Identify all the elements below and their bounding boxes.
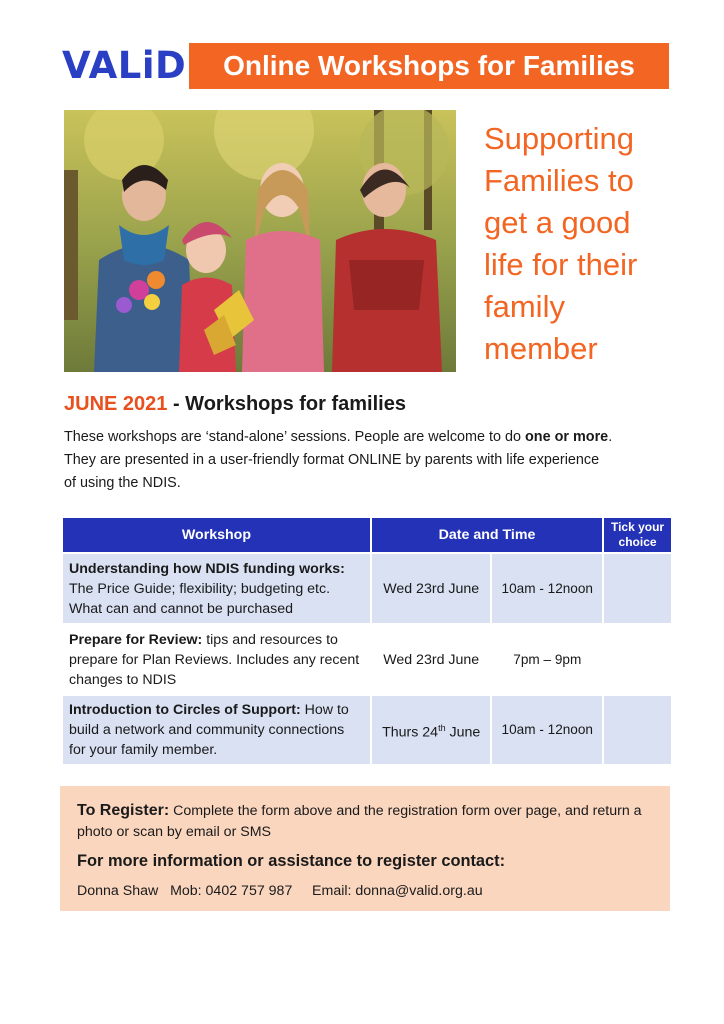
workshop-table [61,516,673,766]
register-box [60,786,670,911]
intro-line-3: of using the NDIS. [64,475,181,491]
intro-text [64,426,674,495]
workshop-date: Wed 23rd June [371,553,492,624]
tagline-line: life for their [484,247,638,282]
section-heading [64,393,406,416]
header-date-time: Date and Time [371,517,603,553]
date-ordinal: th [438,722,446,733]
more-info-heading: For more information or assistance to register contact: [77,852,506,870]
tagline-line: family [484,289,565,324]
register-text: Complete the form above and the registration form over page, and return a photo or scan by email or SMS [77,803,642,840]
workshop-time: 10am - 12noon [491,553,603,624]
table-row [62,695,672,765]
page-title-banner: Online Workshops for Families [189,43,669,89]
workshop-title: Introduction to Circles of Support: [69,702,301,718]
tagline-line: Families to [484,163,634,198]
workshop-title: Prepare for Review: [69,631,203,648]
workshop-date [371,695,492,765]
table-header-row [62,517,672,553]
register-instructions [77,800,654,843]
tagline-line: get a good [484,205,631,240]
family-photo [64,110,456,372]
workshop-time: 7pm – 9pm [491,624,603,695]
table-row [62,624,672,695]
tagline-line: Supporting [484,121,634,156]
tick-choice-cell[interactable] [603,624,672,695]
section-title: - Workshops for families [167,393,406,415]
intro-text-part: These workshops are ‘stand-alone’ sessions. People are welcome to do [64,429,526,445]
workshop-time: 10am - 12noon [491,695,603,765]
tagline-line: member [484,331,598,366]
workshop-description [62,553,371,624]
tick-choice-cell[interactable] [603,695,672,765]
valid-logo: VALiD [62,44,187,87]
date-text: June [445,724,481,741]
date-text: Thurs 24 [382,724,439,741]
tagline [484,118,704,370]
table-row [62,553,672,624]
workshop-details: tips and resources to prepare for Plan Reviews. Includes any recent changes to NDIS [69,631,360,688]
workshop-description [62,695,371,765]
workshop-details: The Price Guide; flexibility; budgeting etc. What can and cannot be purchased [69,580,331,617]
workshop-description [62,624,371,695]
intro-text-part: . [608,429,613,445]
workshop-details: How to build a network and community connections for your family member. [69,702,349,758]
tick-choice-cell[interactable] [603,553,672,624]
header-workshop: Workshop [62,517,371,553]
section-month: JUNE 2021 [64,393,168,415]
register-label: To Register: [77,802,170,819]
header-tick-choice: Tick your choice [603,517,672,553]
intro-line-2: They are presented in a user-friendly format ONLINE by parents with life experience [64,452,600,468]
workshop-date: Wed 23rd June [371,624,492,695]
intro-line-1 [64,426,674,449]
intro-emphasis: one or more [525,429,609,445]
contact-details: Donna Shaw Mob: 0402 757 987 Email: donna@valid.org.au [77,883,483,899]
workshop-title: Understanding how NDIS funding works: [69,560,345,577]
